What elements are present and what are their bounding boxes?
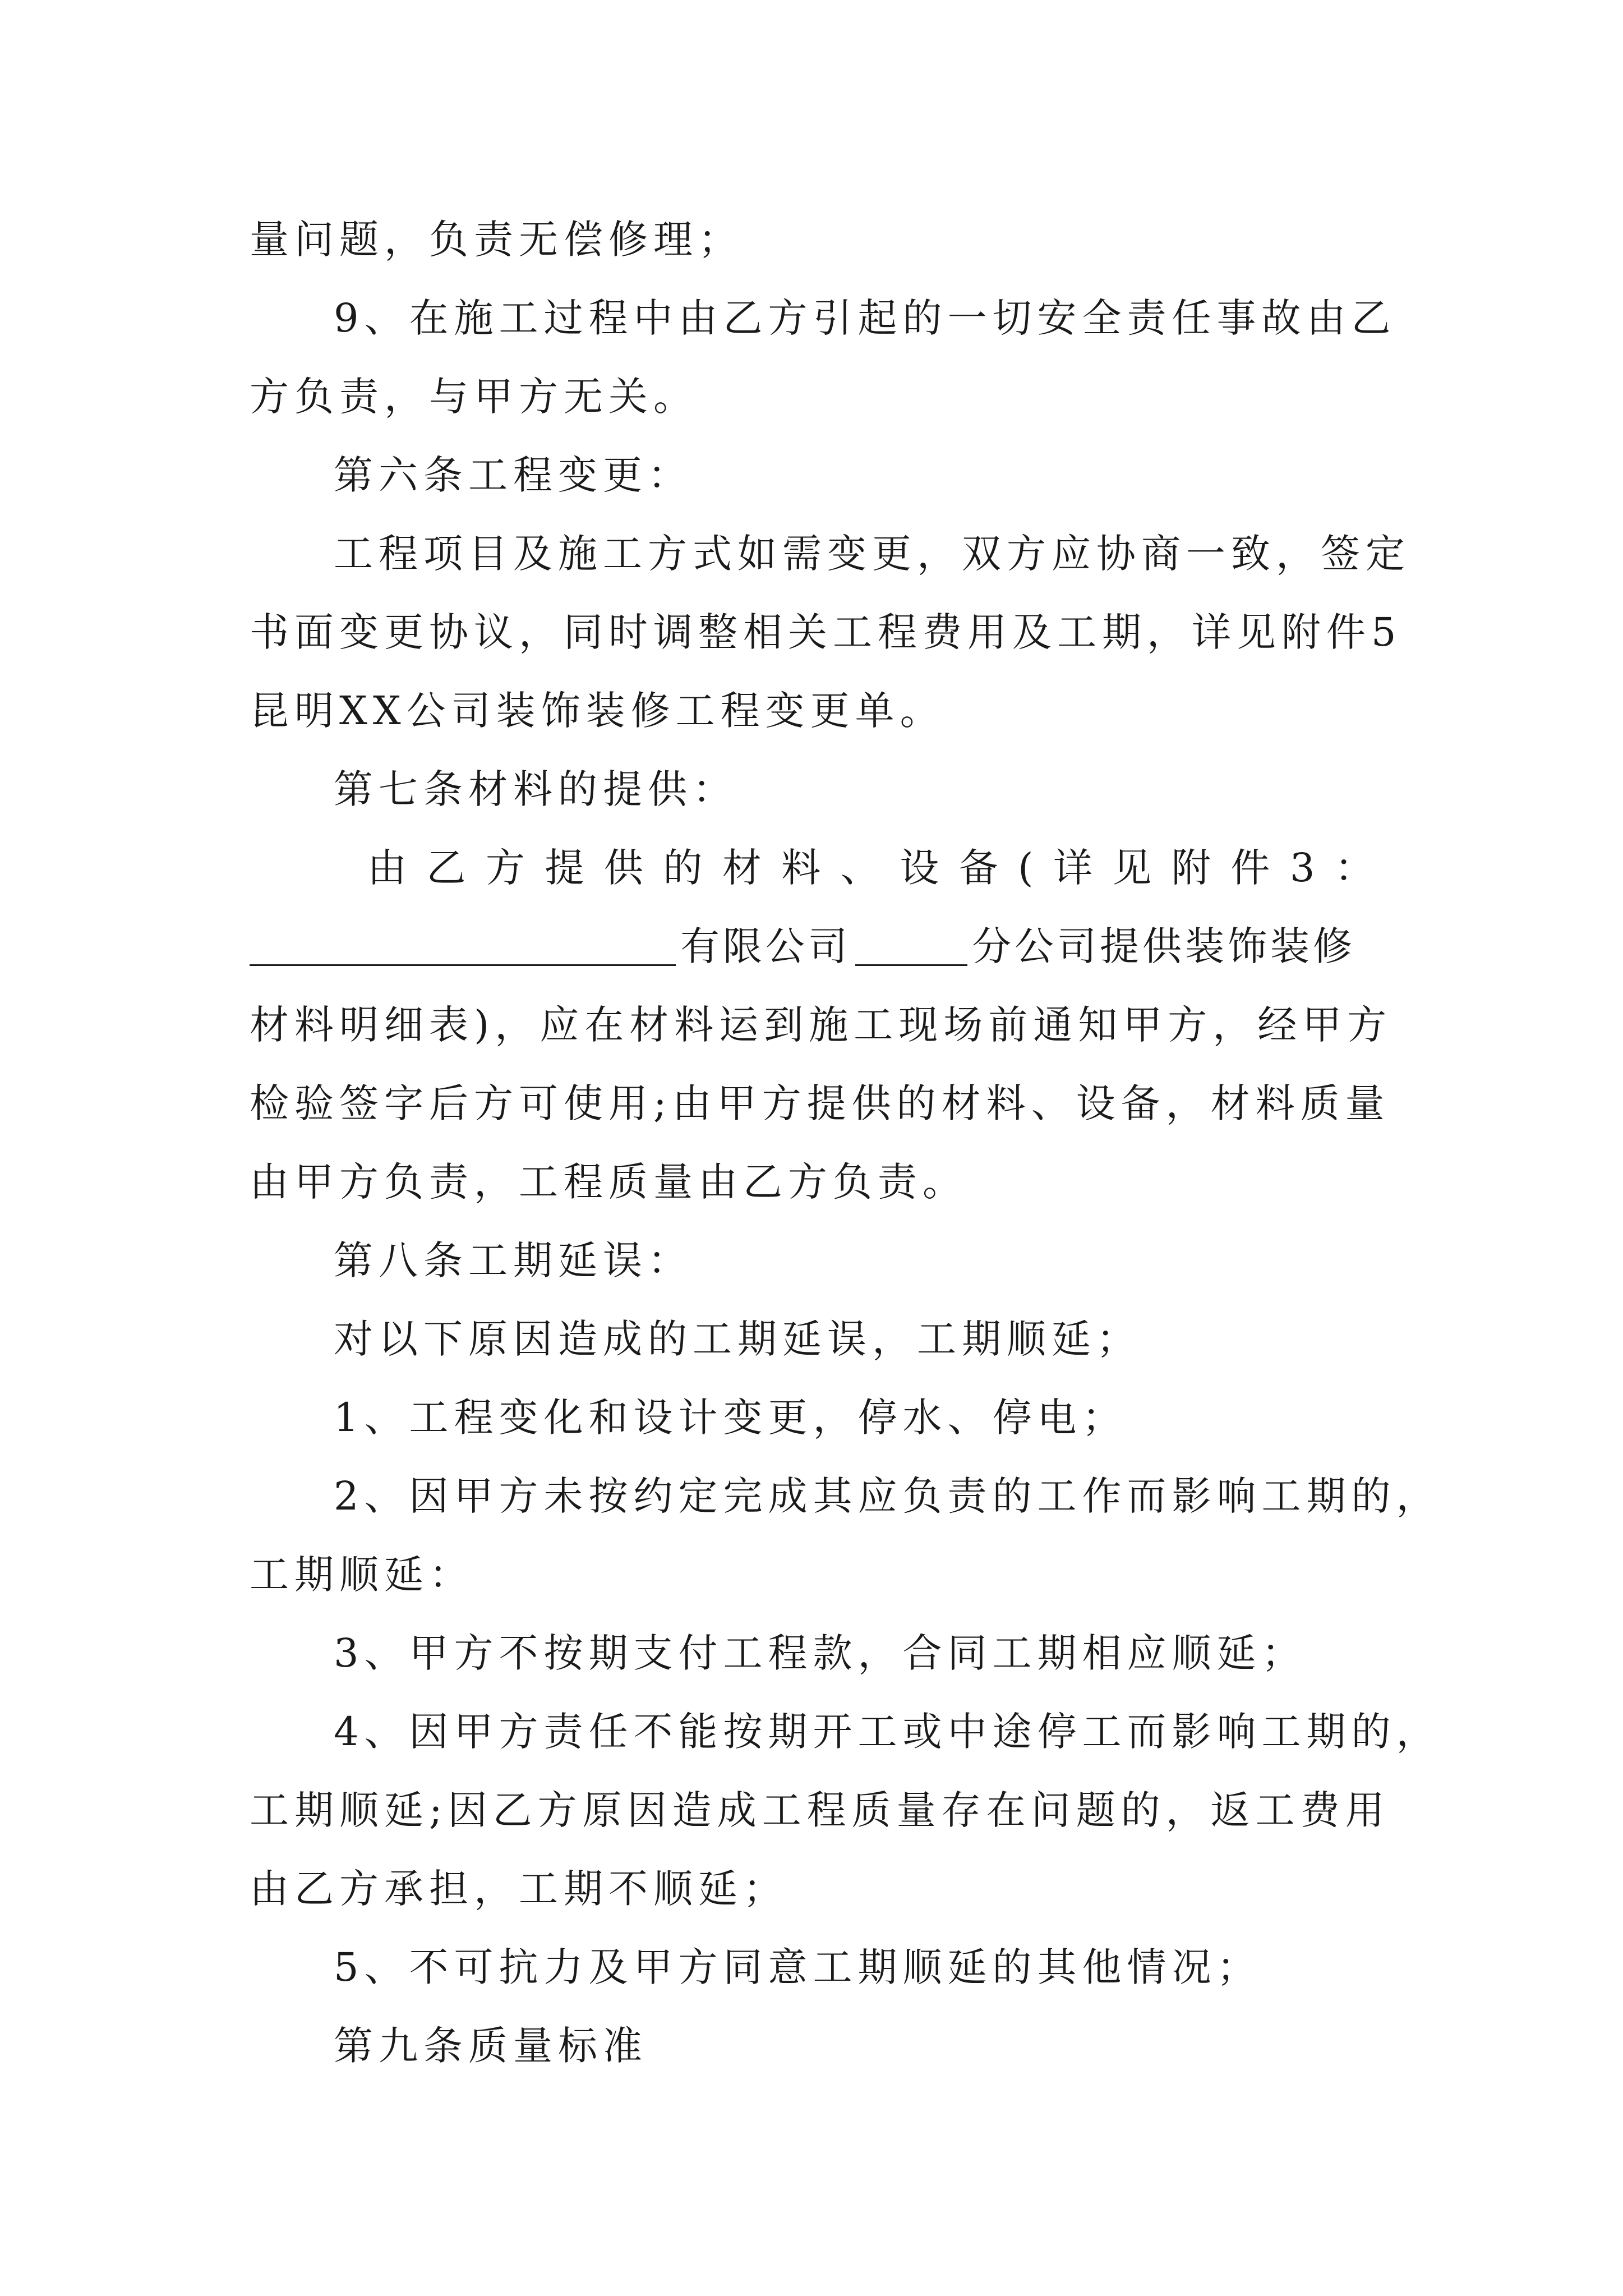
text-segment: 分公司提供装饰装修 [972,923,1355,969]
text-char: 由 [367,845,407,891]
text-line: 工程项目及施工方式如需变更，双方应协商一致，签定 [334,531,1410,577]
justified-text-line [367,845,1374,891]
text-char: 提 [545,845,584,891]
text-line: 量问题，负责无偿修理； [250,217,743,263]
list-item: 1、工程变化和设计变更，停水、停电； [334,1395,1127,1441]
fill-in-blank [855,930,967,966]
list-item: 5、不可抗力及甲方同意工期顺延的其他情况； [334,1944,1262,1990]
text-line: 检验签字后方可使用;由甲方提供的材料、设备，材料质量 [250,1080,1390,1126]
section-heading-6: 第六条工程变更： [334,452,693,498]
text-char: 方 [485,845,525,891]
section-heading-9: 第九条质量标准 [334,2023,648,2069]
text-segment: 有限公司 [680,923,851,969]
section-heading-8: 第八条工期延误： [334,1237,693,1283]
text-line: 由甲方负责，工程质量由乙方负责。 [250,1159,967,1205]
text-char: 材 [722,845,762,891]
text-line: 对以下原因造成的工期延误，工期顺延； [334,1316,1141,1362]
text-char: 的 [663,845,703,891]
text-line: 书面变更协议，同时调整相关工程费用及工期，详见附件5 [250,609,1402,655]
list-item: 4、因甲方责任不能按期开工或中途停工而影响工期的， [334,1709,1441,1755]
text-char: 件 [1230,845,1270,891]
text-char: 详 [1053,845,1092,891]
text-char: 备 [958,845,998,891]
text-char: 供 [603,845,643,891]
text-char: 附 [1171,845,1211,891]
text-line: 工期顺延： [250,1552,474,1598]
text-line: 材料明细表)，应在材料运到施工现场前通知甲方，经甲方 [250,1002,1393,1048]
text-char: 乙 [426,845,466,891]
text-char: 3 [1289,845,1315,891]
text-line-with-blanks [250,923,1355,969]
text-char: ： [1334,845,1374,891]
text-char: 料 [781,845,821,891]
text-line: 9、在施工过程中由乙方引起的一切安全责任事故由乙 [334,295,1396,341]
text-char: ( [1018,845,1034,891]
list-item: 3、甲方不按期支付工程款，合同工期相应顺延； [334,1630,1307,1676]
text-char: 设 [900,845,939,891]
text-line: 昆明XX公司装饰装修工程变更单。 [250,688,945,734]
text-char: 、 [840,845,880,891]
text-char: 见 [1112,845,1152,891]
fill-in-blank [250,930,676,966]
list-item: 2、因甲方未按约定完成其应负责的工作而影响工期的， [334,1473,1441,1519]
text-line: 由乙方承担，工期不顺延； [250,1866,788,1912]
text-line: 方负责，与甲方无关。 [250,374,698,420]
section-heading-7: 第七条材料的提供： [334,766,737,812]
text-line: 工期顺延;因乙方原因造成工程质量存在问题的，返工费用 [250,1787,1390,1833]
